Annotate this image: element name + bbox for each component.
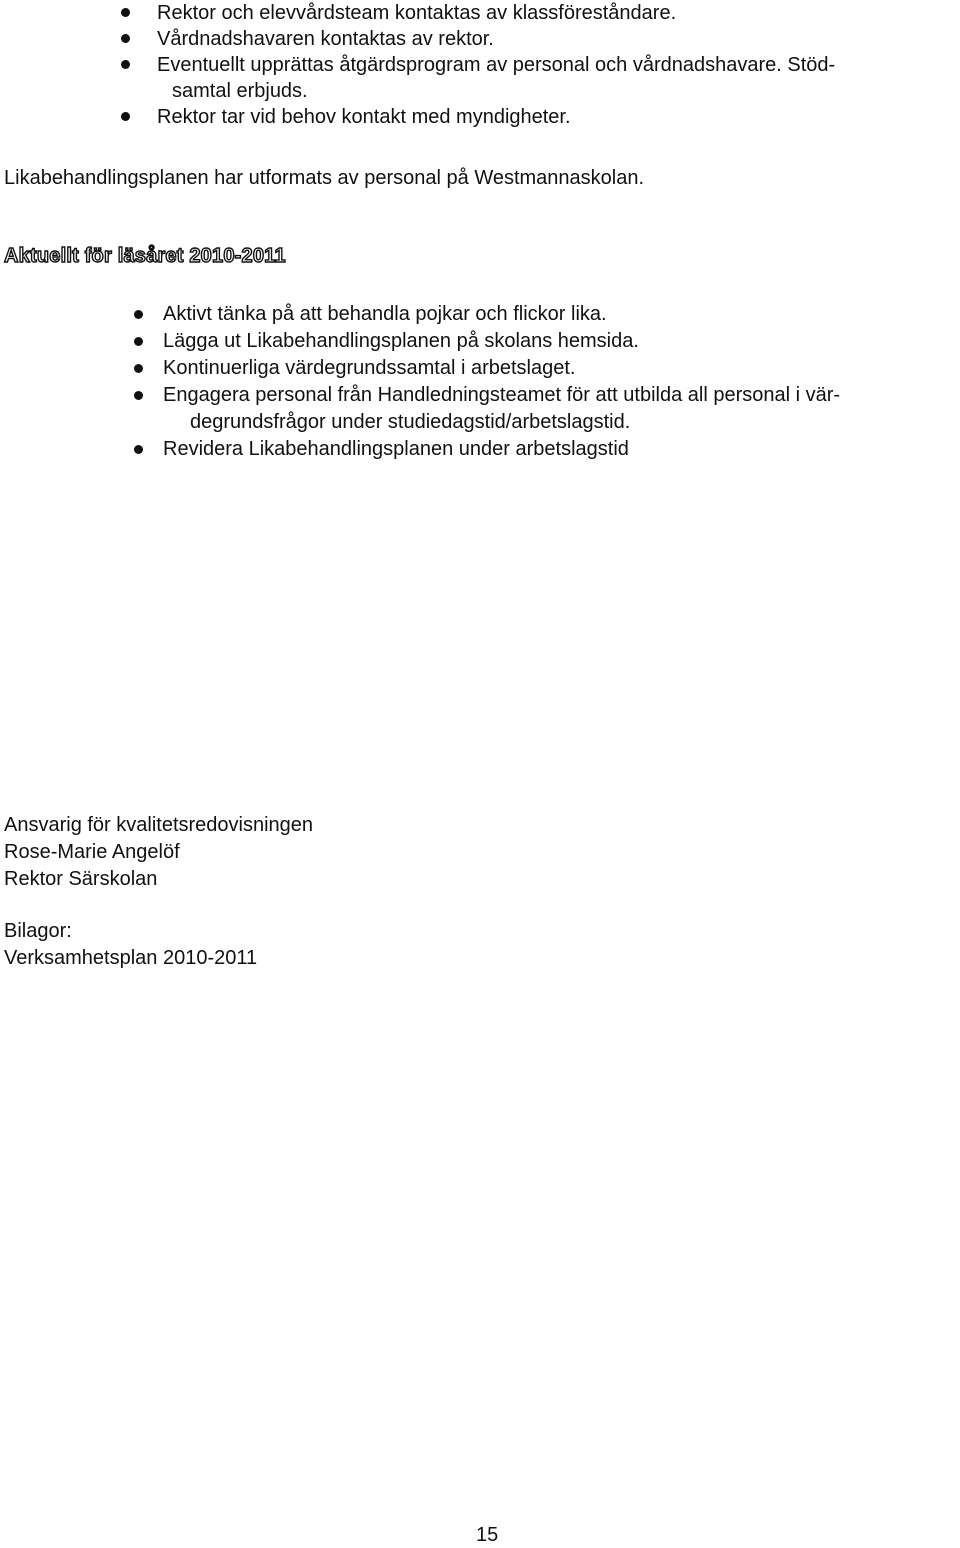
signature-name: Rose-Marie Angelöf bbox=[4, 841, 180, 863]
list-item-continuation: degrundsfrågor under studiedagstid/arbetslagstid. bbox=[190, 411, 631, 433]
list-item-continuation: samtal erbjuds. bbox=[172, 80, 308, 102]
attachment-item: Verksamhetsplan 2010-2011 bbox=[4, 947, 258, 969]
page-number: 15 bbox=[476, 1524, 499, 1546]
attachments-block bbox=[4, 918, 257, 972]
list-item: Rektor och elevvårdsteam kontaktas av klassföreståndare. bbox=[0, 0, 960, 26]
signature-block bbox=[4, 812, 313, 893]
signature-role: Ansvarig för kvalitetsredovisningen bbox=[4, 814, 314, 836]
attachments-label: Bilagor: bbox=[4, 920, 72, 942]
list-item: Aktivt tänka på att behandla pojkar och flickor lika. bbox=[0, 301, 960, 328]
list-item: Vårdnadshavaren kontaktas av rektor. bbox=[0, 26, 960, 52]
list-item: Revidera Likabehandlingsplanen under arbetslagstid bbox=[0, 436, 960, 463]
signature-title: Rektor Särskolan bbox=[4, 868, 158, 890]
intro-paragraph: Likabehandlingsplanen har utformats av personal på Westmannaskolan. bbox=[4, 167, 645, 189]
section-heading: Aktuellt för läsåret 2010-2011 bbox=[4, 245, 286, 267]
list-item: Eventuellt upprättas åtgärdsprogram av personal och vårdnadshavare. Stöd- bbox=[0, 52, 960, 78]
list-item: Lägga ut Likabehandlingsplanen på skolans hemsida. bbox=[0, 328, 960, 355]
list-item: Engagera personal från Handledningsteamet för att utbilda all personal i vär- bbox=[0, 382, 960, 409]
list-item: Kontinuerliga värdegrundssamtal i arbetslaget. bbox=[0, 355, 960, 382]
top-bullet-list bbox=[0, 0, 960, 130]
list-item: Rektor tar vid behov kontakt med myndigheter. bbox=[0, 104, 960, 130]
section-bullet-list bbox=[0, 301, 960, 463]
